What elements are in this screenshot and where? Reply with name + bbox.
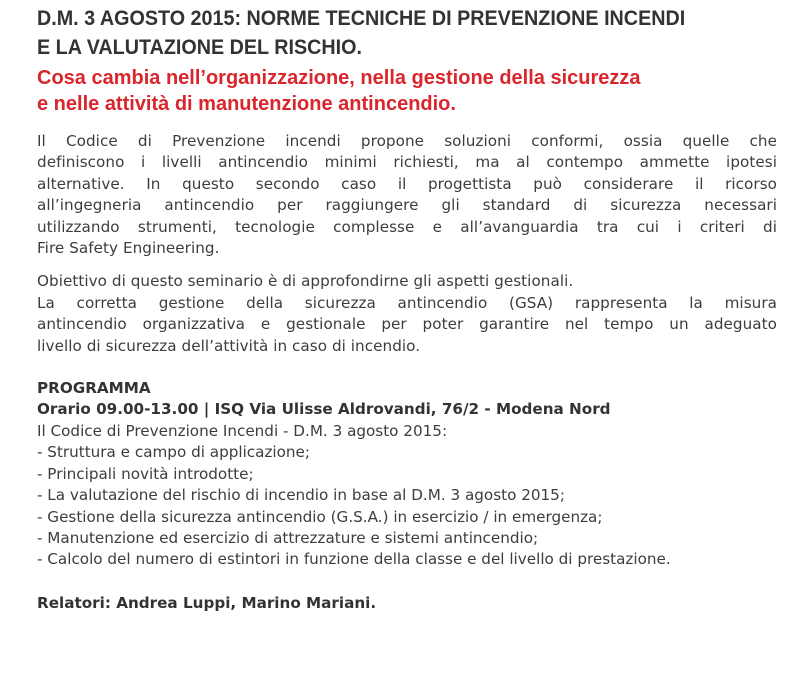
title-line-1: D.M. 3 AGOSTO 2015: NORME TECNICHE DI PREVENZIONE INCENDI bbox=[37, 7, 686, 30]
program-list bbox=[37, 442, 777, 570]
objective-line: antincendio organizzativa e gestionale per poter garantire nel tempo un adeguato bbox=[37, 315, 777, 334]
list-item: - Struttura e campo di applicazione; bbox=[37, 443, 311, 462]
objective-line: La corretta gestione della sicurezza antincendio (GSA) rappresenta la misura bbox=[37, 293, 777, 312]
program-heading: PROGRAMMA bbox=[37, 379, 151, 398]
intro-line: Fire Safety Engineering. bbox=[37, 239, 220, 258]
objective-paragraph bbox=[37, 271, 777, 357]
list-item: - La valutazione del rischio di incendio in base al D.M. 3 agosto 2015; bbox=[37, 486, 565, 505]
program-schedule: Orario 09.00-13.00 | ISQ Via Ulisse Aldrovandi, 76/2 - Modena Nord bbox=[37, 400, 611, 419]
intro-line: utilizzando strumenti, tecnologie complesse e all’avanguardia tra cui i criteri di bbox=[37, 217, 777, 236]
objective-line: Obiettivo di questo seminario è di approfondirne gli aspetti gestionali. bbox=[37, 272, 574, 291]
program-section bbox=[37, 378, 777, 571]
intro-line: alternative. In questo secondo caso il progettista può considerare il ricorso bbox=[37, 174, 777, 193]
intro-line: definiscono i livelli antincendio minimi richiesti, ma al contempo ammette ipotesi bbox=[37, 153, 777, 172]
intro-line: Il Codice di Prevenzione incendi propone soluzioni conformi, ossia quelle che bbox=[37, 132, 777, 150]
list-item: - Manutenzione ed esercizio di attrezzature e sistemi antincendio; bbox=[37, 528, 539, 547]
intro-line: all’ingegneria antincendio per raggiungere gli standard di sicurezza necessari bbox=[37, 196, 777, 215]
list-item: - Principali novità introdotte; bbox=[37, 464, 254, 483]
page-title bbox=[37, 4, 733, 62]
title-line-2: E LA VALUTAZIONE DEL RISCHIO. bbox=[37, 36, 362, 59]
list-item: - Gestione della sicurezza antincendio (G.S.A.) in esercizio / in emergenza; bbox=[37, 507, 603, 526]
intro-paragraph bbox=[37, 131, 777, 259]
speakers-line: Relatori: Andrea Luppi, Marino Mariani. bbox=[37, 593, 377, 612]
subtitle-line-1: Cosa cambia nell’organizzazione, nella gestione della sicurezza bbox=[37, 67, 641, 89]
document-page bbox=[37, 4, 777, 614]
objective-line: livello di sicurezza dell’attività in caso di incendio. bbox=[37, 336, 421, 355]
page-subtitle bbox=[37, 65, 777, 117]
list-item: - Calcolo del numero di estintori in funzione della classe e del livello di prestazione. bbox=[37, 550, 671, 569]
program-intro: Il Codice di Prevenzione Incendi - D.M. 3 agosto 2015: bbox=[37, 421, 448, 440]
subtitle-line-2: e nelle attività di manutenzione antincendio. bbox=[37, 93, 456, 115]
